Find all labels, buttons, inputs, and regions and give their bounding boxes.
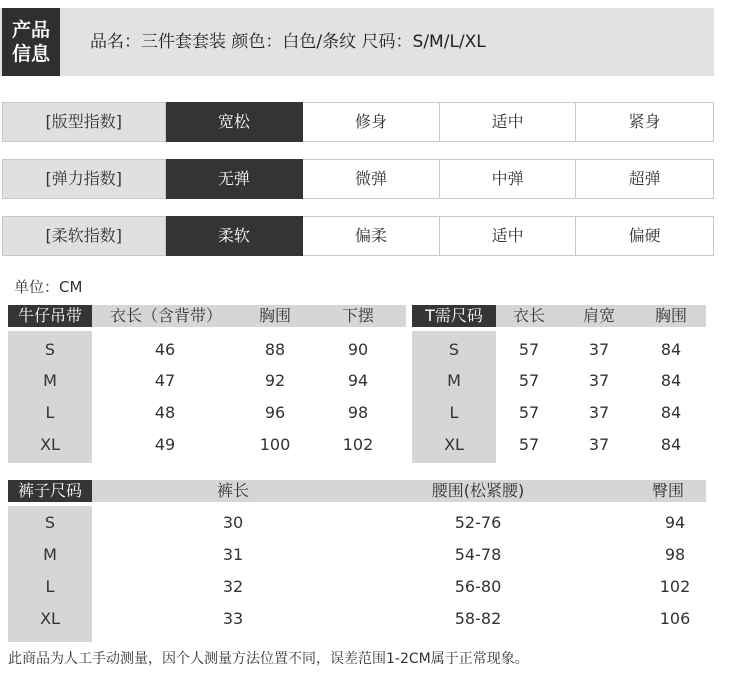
table-cell: 31: [222, 545, 244, 564]
table-cell: 102: [659, 577, 691, 596]
table-cell: 37: [588, 403, 610, 422]
pants-table-header: [8, 480, 706, 502]
table-cell: 37: [588, 371, 610, 390]
fit-index-option-selected: 宽松: [166, 102, 304, 142]
table-cell: 57: [518, 435, 540, 454]
size-cell: L: [449, 403, 459, 422]
table-cell: 94: [664, 513, 686, 532]
table-cell: 84: [660, 435, 682, 454]
size-cell: S: [448, 340, 460, 359]
unit-label: 单位：CM: [14, 278, 83, 296]
fit-index-option: 适中: [440, 102, 577, 142]
elasticity-index-option: 超弹: [576, 159, 714, 199]
column-header: 衣长（含背带）: [109, 306, 222, 325]
table-cell: 57: [518, 340, 540, 359]
size-cell: S: [44, 513, 56, 532]
measurement-footnote: 此商品为人工手动测量，因个人测量方法位置不同，误差范围1-2CM属于正常现象。: [8, 651, 529, 667]
table-cell: 52-76: [454, 513, 502, 532]
table-cell: 84: [660, 340, 682, 359]
softness-index-option-selected: 柔软: [166, 216, 304, 256]
size-cell: L: [45, 403, 55, 422]
column-header: 衣长: [512, 306, 545, 325]
size-cell: S: [44, 340, 56, 359]
elasticity-index-option-selected: 无弹: [166, 159, 304, 199]
size-cell: M: [43, 371, 57, 390]
size-cell: M: [447, 371, 461, 390]
tshirt-table-title: T需尺码: [412, 305, 496, 327]
table-cell: 48: [154, 403, 176, 422]
table-cell: 56-80: [454, 577, 502, 596]
table-cell: 37: [588, 340, 610, 359]
column-header: 胸围: [654, 306, 687, 325]
product-info-header: [0, 8, 714, 76]
elasticity-index-label: [弹力指数]: [2, 159, 166, 199]
table-cell: 84: [660, 371, 682, 390]
table-cell: 49: [154, 435, 176, 454]
overalls-table-title: 牛仔吊带: [8, 305, 92, 327]
table-cell: 88: [264, 340, 286, 359]
elasticity-index-option: 微弹: [303, 159, 440, 199]
table-cell: 84: [660, 403, 682, 422]
size-cell: XL: [40, 435, 60, 454]
fit-index-row: [2, 102, 714, 142]
elasticity-index-row: [2, 159, 714, 199]
table-cell: 33: [222, 609, 244, 628]
badge-line-2: 信息: [11, 43, 50, 65]
size-cell: XL: [444, 435, 464, 454]
softness-index-label: [柔软指数]: [2, 216, 166, 256]
size-cell: M: [43, 545, 57, 564]
table-cell: 98: [347, 403, 369, 422]
column-header: 肩宽: [582, 306, 615, 325]
product-info-badge: [2, 8, 60, 76]
fit-index-label: [版型指数]: [2, 102, 166, 142]
softness-index-option: 偏柔: [303, 216, 440, 256]
product-info-text: 品名：三件套套装 颜色：白色/条纹 尺码：S/M/L/XL: [90, 32, 486, 52]
table-cell: 98: [664, 545, 686, 564]
table-cell: 96: [264, 403, 286, 422]
table-cell: 46: [154, 340, 176, 359]
overalls-table-header: [8, 305, 406, 327]
softness-index-option: 偏硬: [576, 216, 714, 256]
column-header: 胸围: [258, 306, 291, 325]
pants-table-title: 裤子尺码: [8, 480, 92, 502]
table-cell: 30: [222, 513, 244, 532]
table-cell: 37: [588, 435, 610, 454]
column-header: 下摆: [341, 306, 374, 325]
tshirt-table-header: [412, 305, 706, 327]
fit-index-option: 紧身: [576, 102, 714, 142]
table-cell: 54-78: [454, 545, 502, 564]
table-cell: 94: [347, 371, 369, 390]
table-cell: 90: [347, 340, 369, 359]
table-cell: 92: [264, 371, 286, 390]
softness-index-row: [2, 216, 714, 256]
table-cell: 58-82: [454, 609, 502, 628]
table-cell: 106: [659, 609, 691, 628]
table-cell: 100: [259, 435, 291, 454]
table-cell: 47: [154, 371, 176, 390]
table-cell: 32: [222, 577, 244, 596]
size-cell: L: [45, 577, 55, 596]
fit-index-option: 修身: [303, 102, 440, 142]
softness-index-option: 适中: [440, 216, 577, 256]
table-cell: 102: [342, 435, 374, 454]
column-header: 裤长: [216, 481, 249, 500]
badge-line-1: 产品: [11, 19, 50, 41]
table-cell: 57: [518, 371, 540, 390]
size-cell: XL: [40, 609, 60, 628]
elasticity-index-option: 中弹: [440, 159, 577, 199]
column-header: 腰围(松紧腰): [431, 481, 525, 500]
table-cell: 57: [518, 403, 540, 422]
column-header: 臀围: [651, 481, 684, 500]
